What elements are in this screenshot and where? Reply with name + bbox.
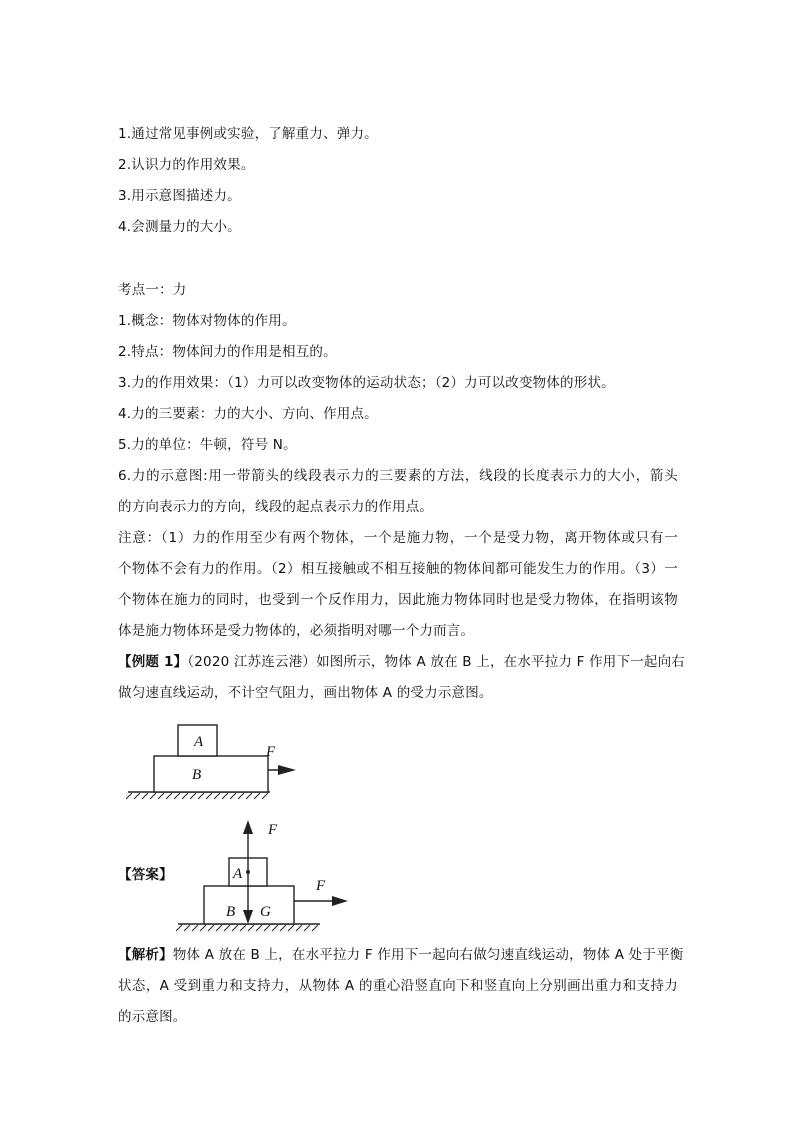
answer-ground-hatching xyxy=(176,924,320,931)
objective-4: 4.会测量力的大小。 xyxy=(118,219,241,235)
point-6-line-2: 的方向表示力的方向，线段的起点表示力的作用点。 xyxy=(118,499,434,515)
note-line-2: 个物体不会有力的作用。（2）相互接触或不相互接触的物体间都可能发生力的作用。（3）一 xyxy=(118,561,678,577)
answer-label-f-up: F xyxy=(268,822,278,838)
answer-label-f-right: F xyxy=(316,878,326,894)
answer-label-a: A xyxy=(233,866,243,882)
label-a: A xyxy=(194,734,204,750)
question-figure xyxy=(126,716,306,800)
example-text: （2020 江苏连云港）如图所示，物体 A 放在 B 上，在水平拉力 F 作用下一起向右 xyxy=(187,654,686,670)
analysis-text: 物体 A 放在 B 上，在水平拉力 F 作用下一起向右做匀速直线运动，物体 A 处于平衡 xyxy=(172,947,684,963)
analysis-line-3: 的示意图。 xyxy=(118,1009,187,1025)
point-2: 2.特点：物体间力的作用是相互的。 xyxy=(118,344,337,360)
example-line-1 xyxy=(118,652,686,672)
point-6-line-1: 6.力的示意图:用一带箭头的线段表示力的三要素的方法，线段的长度表示力的大小，箭头 xyxy=(118,468,678,484)
example-line-2: 做匀速直线运动，不计空气阻力，画出物体 A 的受力示意图。 xyxy=(118,685,493,701)
label-b: B xyxy=(192,767,202,783)
block-b xyxy=(154,756,268,792)
note-line-4: 体是施力物体环是受力物体的，必须指明对哪一个力而言。 xyxy=(118,623,475,639)
note-line-3: 个物体在施力的同时，也受到一个反作用力，因此施力物体同时也是受力物体，在指明该物 xyxy=(118,592,678,608)
analysis-tag: 【解析】 xyxy=(118,947,173,963)
note-line-1: 注意：（1）力的作用至少有两个物体，一个是施力物，一个是受力物，离开物体或只有一 xyxy=(118,530,678,546)
label-f: F xyxy=(266,744,276,760)
section-title: 考点一：力 xyxy=(118,282,187,298)
objective-3: 3.用示意图描述力。 xyxy=(118,188,241,204)
support-force-arrowhead xyxy=(243,820,253,834)
answer-figure xyxy=(176,818,356,932)
ground-hatching xyxy=(126,792,270,799)
example-tag: 【例题 1】 xyxy=(118,654,188,670)
point-1: 1.概念：物体对物体的作用。 xyxy=(118,313,296,329)
answer-pull-arrowhead xyxy=(332,896,348,906)
force-arrowhead xyxy=(278,765,296,775)
analysis-line-1 xyxy=(118,945,684,965)
answer-label-b: B xyxy=(226,904,236,920)
answer-label-g: G xyxy=(260,904,271,920)
point-5: 5.力的单位：牛顿，符号 N。 xyxy=(118,437,297,453)
point-4: 4.力的三要素：力的大小、方向、作用点。 xyxy=(118,406,378,422)
objective-1: 1.通过常见事例或实验，了解重力、弹力。 xyxy=(118,126,378,142)
analysis-line-2: 状态，A 受到重力和支持力，从物体 A 的重心沿竖直向下和竖直向上分别画出重力和支持力 xyxy=(118,978,678,994)
objective-2: 2.认识力的作用效果。 xyxy=(118,157,255,173)
point-3: 3.力的作用效果：（1）力可以改变物体的运动状态；（2）力可以改变物体的形状。 xyxy=(118,375,615,391)
answer-tag: 【答案】 xyxy=(118,867,173,883)
